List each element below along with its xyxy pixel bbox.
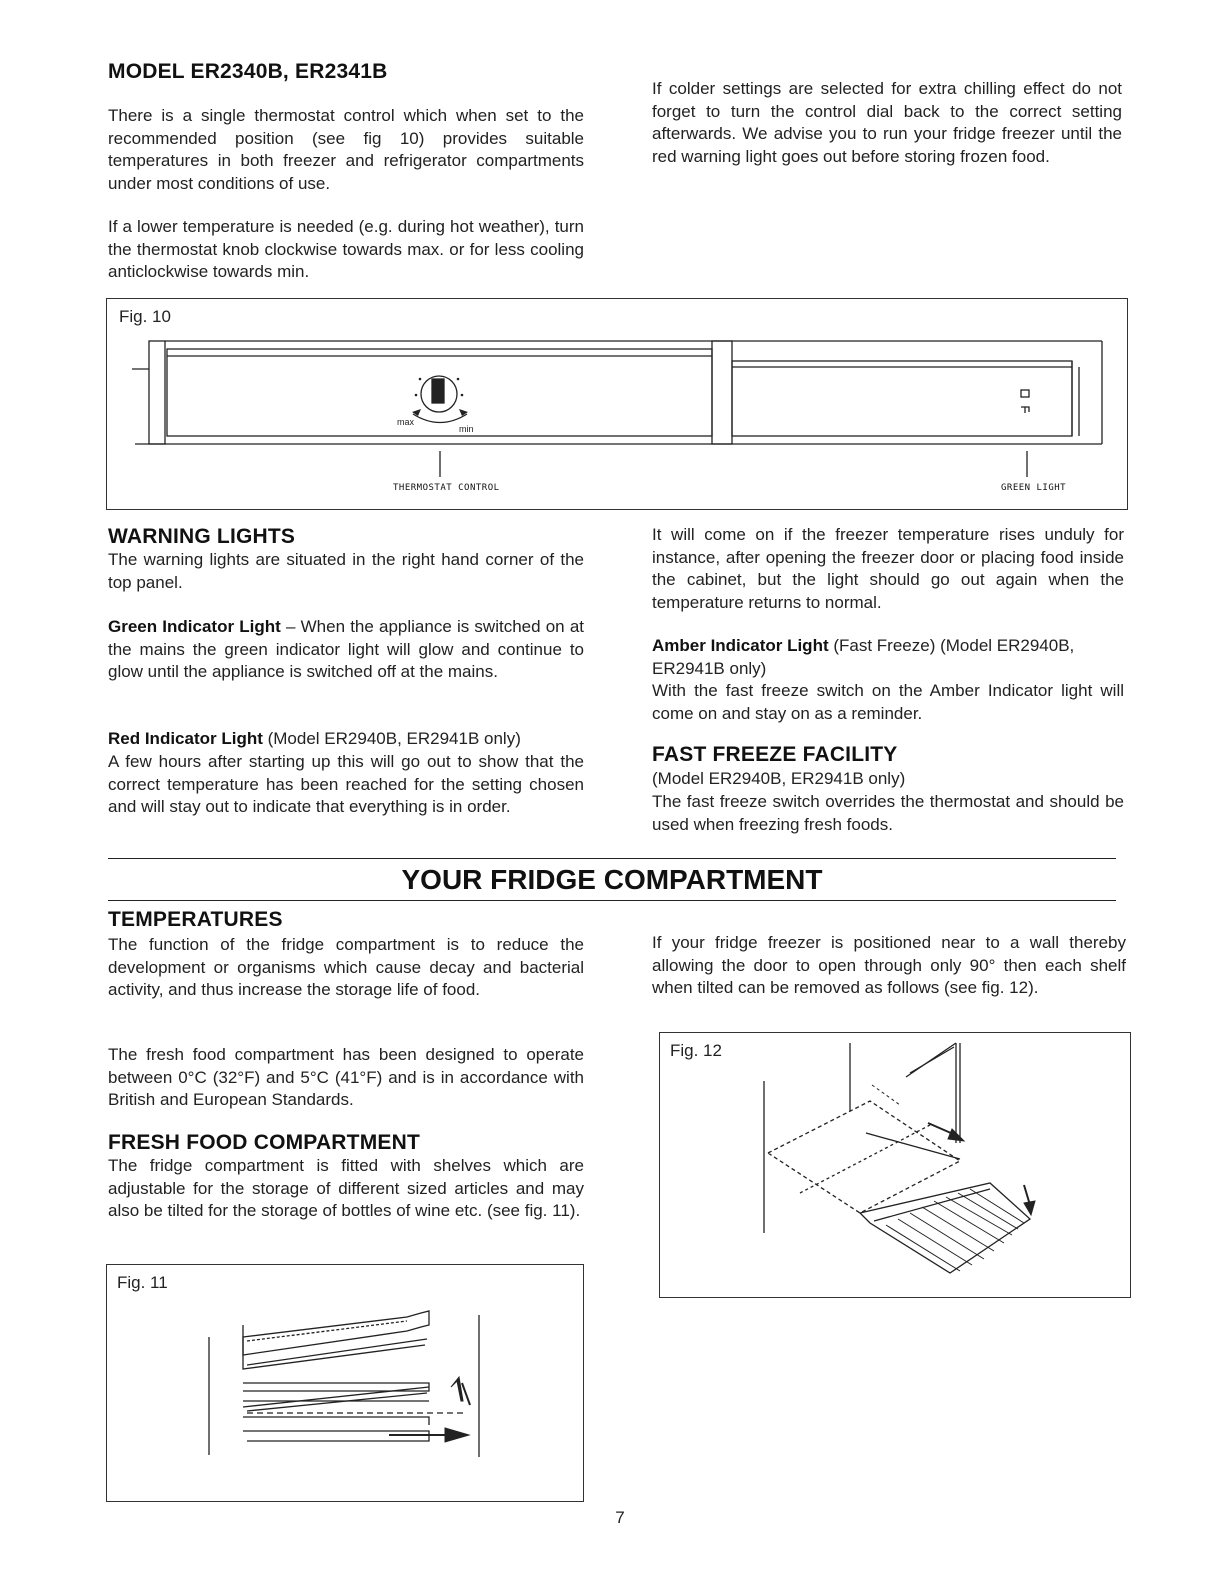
fig10-label: Fig. 10 <box>119 307 171 326</box>
section-rule-top <box>108 858 1116 859</box>
fig12-label: Fig. 12 <box>670 1041 722 1060</box>
red-indicator-lead: Red Indicator Light <box>108 729 263 748</box>
amber-indicator-lead: Amber Indicator Light <box>652 636 829 655</box>
model-paragraph-1: There is a single thermostat control which when set to the recommended position (see fig 10) provides suitable temperatures in both freezer and refrigerator compartments under most conditions of use. <box>108 106 584 193</box>
fig12-frame <box>659 1032 1131 1298</box>
model-heading: MODEL ER2340B, ER2341B <box>108 60 388 83</box>
warning-lights-heading: WARNING LIGHTS <box>108 525 296 548</box>
fig12-shelf-removal-drawing <box>660 1033 1130 1297</box>
temperatures-heading: TEMPERATURES <box>108 908 283 931</box>
fast-freeze-text: The fast freeze switch overrides the thermostat and should be used when freezing fresh foods. <box>652 792 1124 834</box>
green-indicator-paragraph <box>108 616 584 684</box>
warning-intro: The warning lights are situated in the right hand corner of the top panel. <box>108 550 584 592</box>
fig11-label: Fig. 11 <box>117 1273 168 1292</box>
model-paragraph-3: If colder settings are selected for extra chilling effect do not forget to turn the control dial back to the correct setting afterwards. We advise you to run your fridge freezer until the red warning light goes out before storing frozen food. <box>652 79 1122 166</box>
fast-freeze-heading: FAST FREEZE FACILITY <box>652 743 898 766</box>
fresh-food-heading: FRESH FOOD COMPARTMENT <box>108 1131 420 1154</box>
amber-indicator-heading-line <box>652 635 1124 680</box>
section-title: YOUR FRIDGE COMPARTMENT <box>401 864 823 895</box>
red-indicator-model: (Model ER2940B, ER2941B only) <box>262 729 521 748</box>
green-indicator-text: – When the appliance is switched on at the mains the green indicator light will glow and continue to glow until the appliance is switched off at the mains. <box>108 617 584 681</box>
fresh-food-paragraph: The fridge compartment is fitted with shelves which are adjustable for the storage of different sized articles and may also be tilted for the storage of bottles of wine etc. (see fig. 11). <box>108 1156 584 1220</box>
page-number: 7 <box>615 1508 625 1527</box>
fig10-min-label: min <box>459 424 474 434</box>
model-paragraph-2: If a lower temperature is needed (e.g. during hot weather), turn the thermostat knob clockwise towards max. or for less cooling anticlockwise towards min. <box>108 217 584 281</box>
red-indicator-text: A few hours after starting up this will go out to show that the correct temperature has been reached for the setting chosen and will stay out to indicate that everything is in order. <box>108 752 584 816</box>
fast-freeze-model: (Model ER2940B, ER2941B only) <box>652 769 906 788</box>
section-rule-bottom <box>108 900 1116 901</box>
green-light-label: GREEN LIGHT <box>1001 483 1067 493</box>
fig10-frame <box>106 298 1128 510</box>
amber-indicator-model: (Fast Freeze) (Model ER2940B, ER2941B only) <box>652 636 1075 678</box>
fig11-tilted-shelf-drawing <box>107 1265 583 1501</box>
thermostat-control-label: THERMOSTAT CONTROL <box>393 483 500 493</box>
amber-indicator-text: With the fast freeze switch on the Amber Indicator light will come on and stay on as a reminder. <box>652 681 1124 723</box>
red-indicator-heading-line <box>108 728 584 751</box>
fig10-control-panel-drawing <box>107 299 1127 509</box>
fig11-frame <box>106 1264 584 1502</box>
wall-paragraph: If your fridge freezer is positioned near to a wall thereby allowing the door to open through only 90° then each shelf when tilted can be removed as follows (see fig. 12). <box>652 933 1126 997</box>
temperatures-paragraph-2: The fresh food compartment has been designed to operate between 0°C (32°F) and 5°C (41°F) and is in accordance with British and European Standards. <box>108 1045 584 1109</box>
temperatures-paragraph-1: The function of the fridge compartment is to reduce the development or organisms which cause decay and bacterial activity, and thus increase the storage life of food. <box>108 935 584 999</box>
fig10-max-label: max <box>397 417 415 427</box>
warning-right-paragraph: It will come on if the freezer temperature rises unduly for instance, after opening the freezer door or placing food inside the cabinet, but the light should go out again when the temperature returns to normal. <box>652 525 1124 612</box>
green-indicator-lead: Green Indicator Light <box>108 617 281 636</box>
